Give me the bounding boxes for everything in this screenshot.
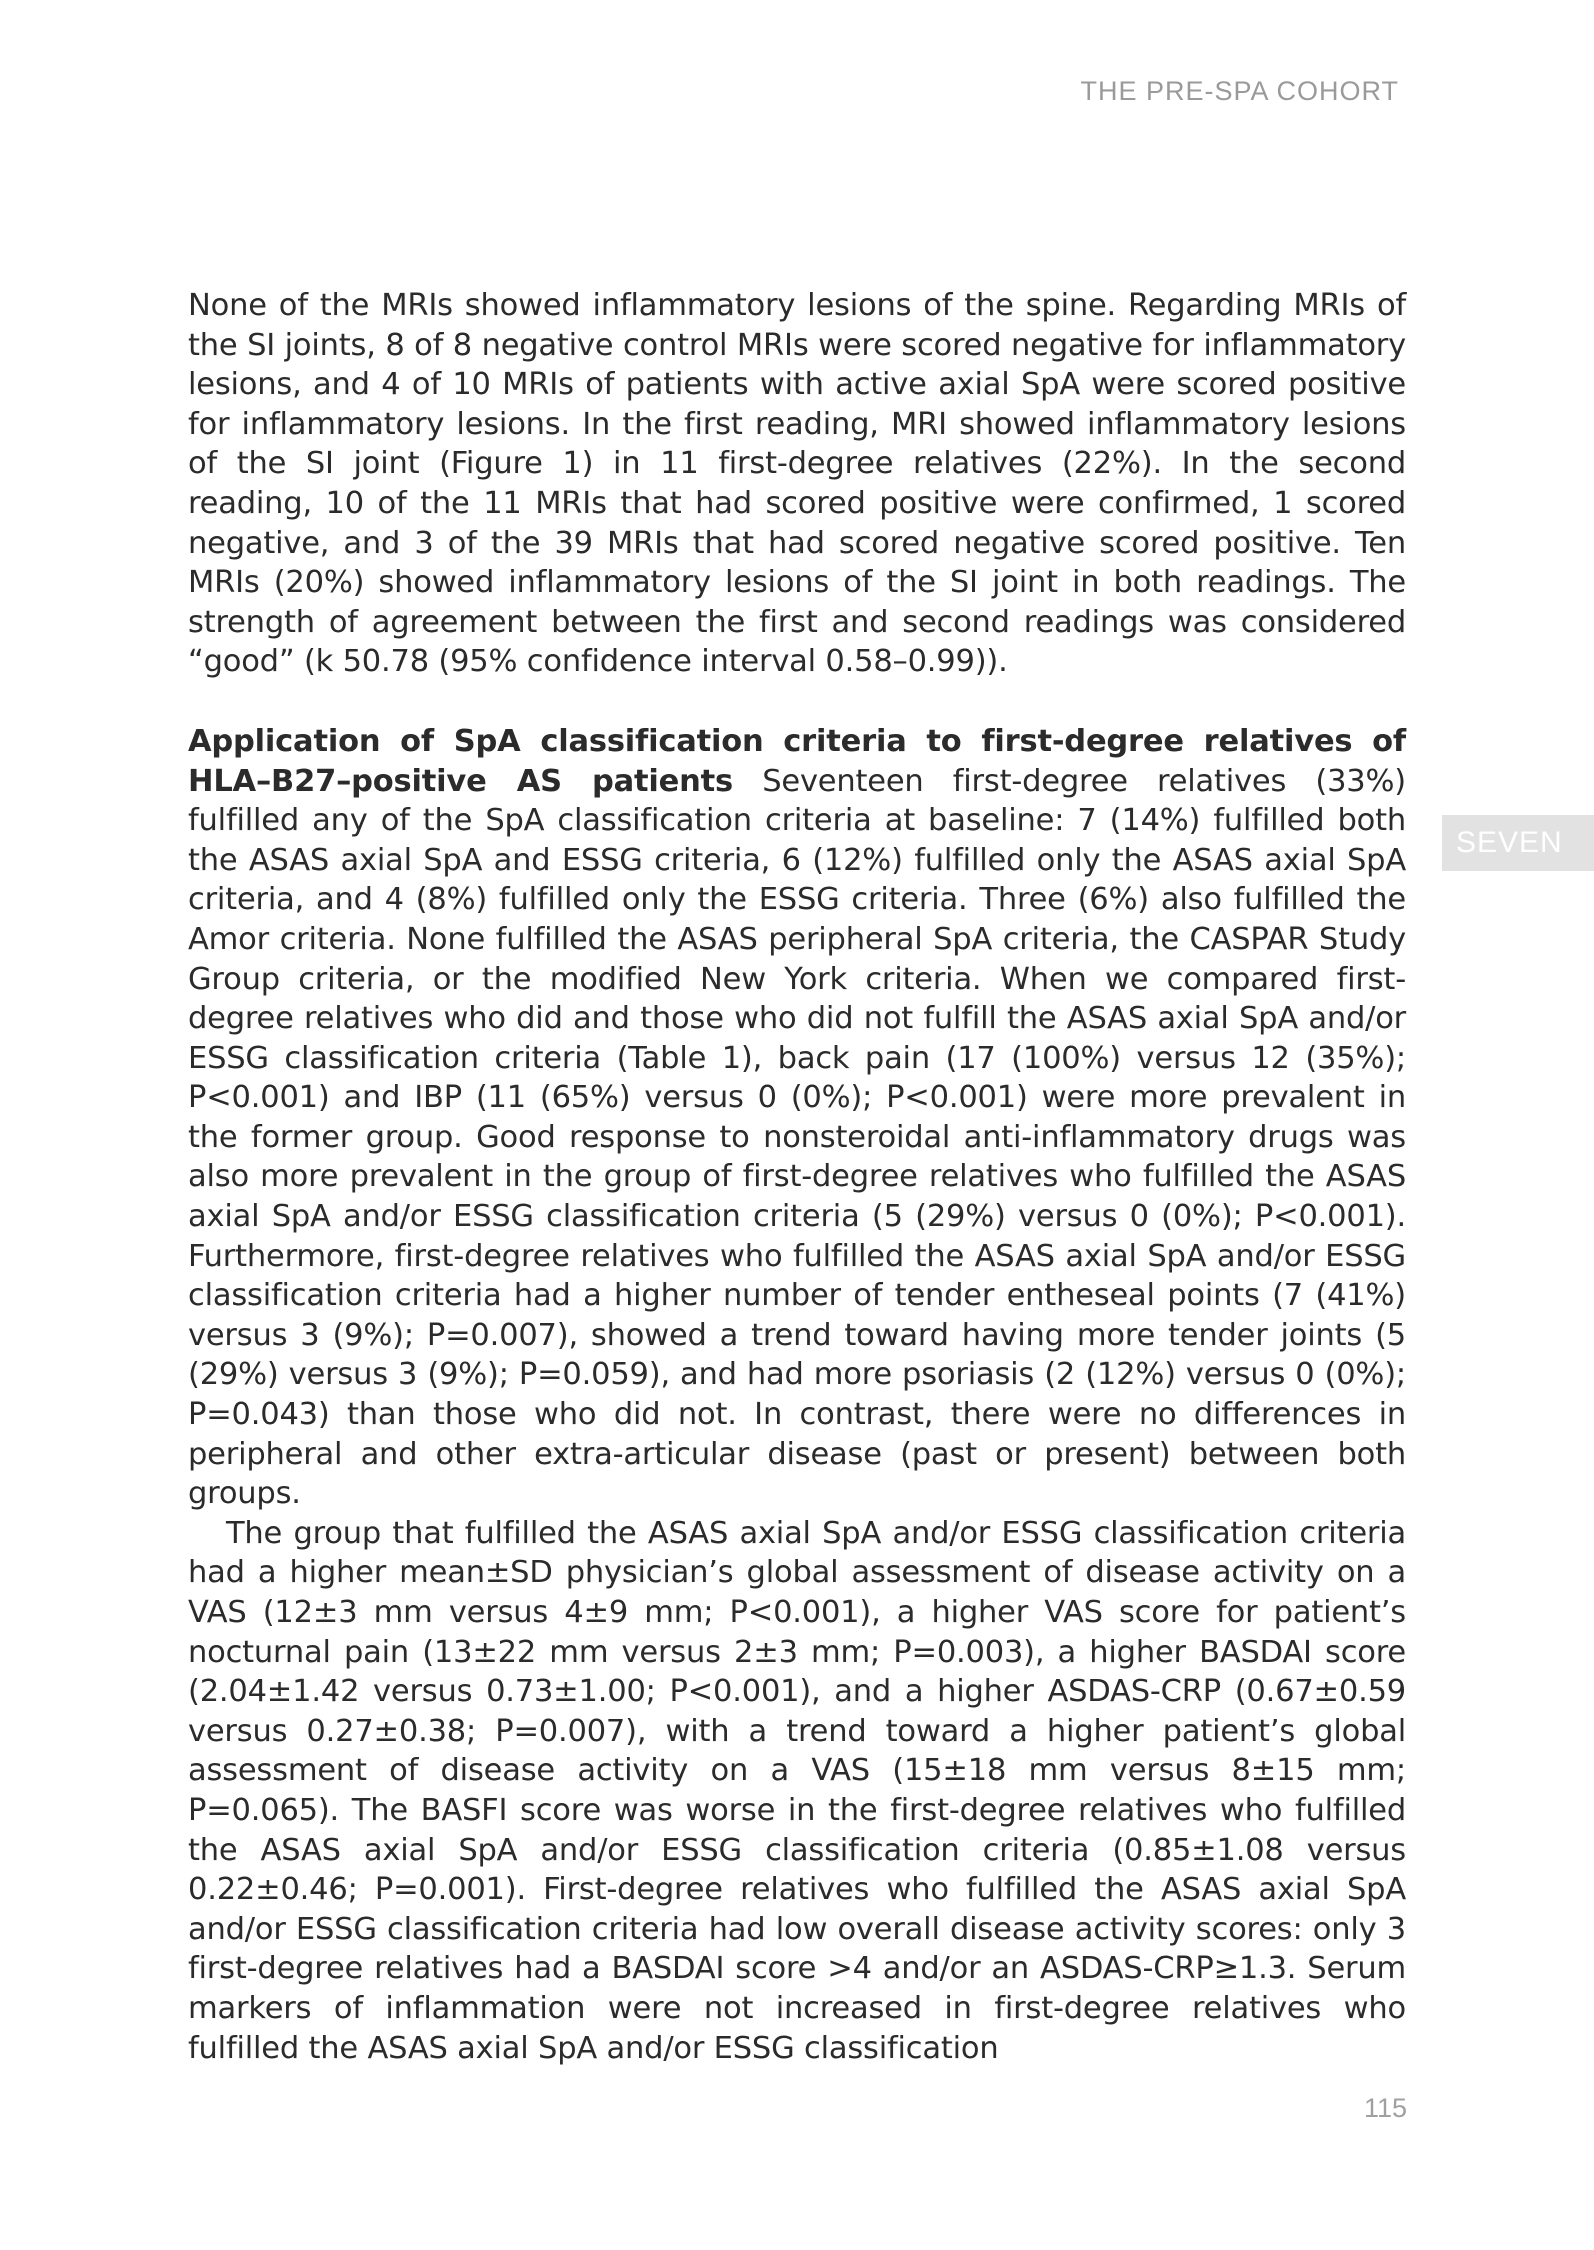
chapter-tab: SEVEN xyxy=(1442,815,1594,871)
paragraph-classification-criteria xyxy=(188,722,1406,1514)
body-text xyxy=(188,286,1406,2068)
paragraph-classification-text: Seventeen first-degree relatives (33%) fulfilled any of the SpA classification criteria at baseline: 7 (14%) fulfilled both the ASAS axial SpA and ESSG criteria, 6 (12%) fulfilled only the ASAS axial SpA criteria, and 4 (8%) fulfilled only the ESSG criteria. Three (6%) also fulfilled the Amor criteria. None fulfilled the ASAS peripheral SpA criteria, the CASPAR Study Group criteria, or the modified New York criteria. When we compared first-degree relatives who did and those who did not fulfill the ASAS axial SpA and/or ESSG classification criteria (Table 1), back pain (17 (100%) versus 12 (35%); P<0.001) and IBP (11 (65%) versus 0 (0%); P<0.001) were more prevalent in the former group. Good response to nonsteroidal anti-inflammatory drugs was also more prevalent in the group of first-degree relatives who fulfilled the ASAS axial SpA and/or ESSG classification criteria (5 (29%) versus 0 (0%); P<0.001). Furthermore, first-degree relatives who fulfilled the ASAS axial SpA and/or ESSG classification criteria had a higher number of tender entheseal points (7 (41%) versus 3 (9%); P=0.007), showed a trend toward having more tender joints (5 (29%) versus 3 (9%); P=0.059), and had more psoriasis (2 (12%) versus 0 (0%); P=0.043) than those who did not. In contrast, there were no differences in peripheral and other extra-articular disease (past or present) between both groups. xyxy=(188,763,1406,1512)
paragraph-mri-results: None of the MRIs showed inflammatory lesions of the spine. Regarding MRIs of the SI joints, 8 of 8 negative control MRIs were scored negative for inflammatory lesions, and 4 of 10 MRIs of patients with active axial SpA were scored positive for inflammatory lesions. In the first reading, MRI showed inflammatory lesions of the SI joint (Figure 1) in 11 first-degree relatives (22%). In the second reading, 10 of the 11 MRIs that had scored positive were confirmed, 1 scored negative, and 3 of the 39 MRIs that had scored negative scored positive. Ten MRIs (20%) showed inflammatory lesions of the SI joint in both readings. The strength of agreement between the first and second readings was considered “good” (k 50.78 (95% confidence interval 0.58–0.99)). xyxy=(188,288,1406,680)
page-number: 115 xyxy=(1363,2093,1407,2123)
section-subheading: Application of SpA classification criteria to first-degree relatives of HLA–B27–positive AS patients xyxy=(188,723,1406,799)
running-header: THE PRE-SPA COHORT xyxy=(1080,76,1399,106)
paragraph-disease-activity: The group that fulfilled the ASAS axial SpA and/or ESSG classification criteria had a higher mean±SD physician’s global assessment of disease activity on a VAS (12±3 mm versus 4±9 mm; P<0.001), a higher VAS score for patient’s nocturnal pain (13±22 mm versus 2±3 mm; P=0.003), a higher BASDAI score (2.04±1.42 versus 0.73±1.00; P<0.001), and a higher ASDAS-CRP (0.67±0.59 versus 0.27±0.38; P=0.007), with a trend toward a higher patient’s global assessment of disease activity on a VAS (15±18 mm versus 8±15 mm; P=0.065). The BASFI score was worse in the first-degree relatives who fulfilled the ASAS axial SpA and/or ESSG classification criteria (0.85±1.08 versus 0.22±0.46; P=0.001). First-degree relatives who fulfilled the ASAS axial SpA and/or ESSG classification criteria had low overall disease activity scores: only 3 first-degree relatives had a BASDAI score >4 and/or an ASDAS-CRP≥1.3. Serum markers of inflammation were not increased in first-degree relatives who fulfilled the ASAS axial SpA and/or ESSG classification xyxy=(188,1515,1406,2066)
